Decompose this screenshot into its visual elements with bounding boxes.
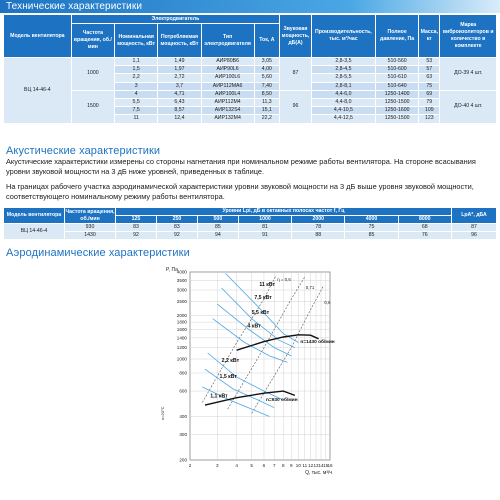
- th-electric-group: Электродвигатель: [71, 15, 279, 24]
- cell-pressure: 1250-1500: [375, 115, 418, 123]
- cell-pressure: 1250-1400: [375, 90, 418, 98]
- cell-consumed-power: 1,49: [158, 58, 201, 66]
- cell-consumed-power: 3,7: [158, 82, 201, 90]
- cell-capacity: 2,8-3,5: [311, 58, 375, 66]
- cell-nominal-power: 3: [115, 82, 158, 90]
- ac-cell-level: 75: [345, 224, 398, 232]
- cell-current: 3,05: [254, 58, 280, 66]
- cell-pressure: 510-600: [375, 66, 418, 74]
- th-speed: Частота вращения, об./мин: [71, 24, 114, 58]
- aero-section-title: Аэродинамические характеристики: [6, 247, 190, 259]
- efficiency-label: 0,71: [305, 284, 315, 290]
- cell-mass: 63: [419, 74, 440, 82]
- cell-nominal-power: 5,5: [115, 98, 158, 106]
- power-label: 2,2 кВт: [221, 358, 240, 365]
- y-tick-label: 200: [179, 457, 187, 463]
- efficiency-label: η = 0,6: [277, 277, 291, 283]
- cell-nominal-power: 7,5: [115, 107, 158, 115]
- cell-speed: 1000: [71, 58, 114, 91]
- acoustic-para-2: На границах рабочего участка аэродинамической характеристики уровни звуковой мощности на 3 дБ выше уровня звуковой мощности, соответствующего номинальному режиму работы вентилятора.: [6, 182, 474, 201]
- cell-consumed-power: 6,43: [158, 98, 201, 106]
- cell-consumed-power: 12,4: [158, 115, 201, 123]
- cell-current: 5,60: [254, 74, 280, 82]
- cell-motor-type: АИР90L6: [201, 66, 254, 74]
- cell-motor-type: АИР132М4: [201, 115, 254, 123]
- x-tick-label: 8: [282, 463, 285, 468]
- ac-cell-level: 76: [398, 232, 451, 240]
- th-nominal-power: Номинальная мощность, кВт: [115, 24, 158, 58]
- cell-sound: 96: [280, 90, 312, 123]
- y2-axis-label: n=20°C: [160, 406, 165, 420]
- cell-current: 4,00: [254, 66, 280, 74]
- tech-section-title: Технические характеристики: [6, 1, 143, 12]
- ac-cell-speed: 930: [65, 224, 116, 232]
- ac-th-freq: 500: [197, 216, 238, 224]
- cell-mass: 53: [419, 58, 440, 66]
- cell-motor-type: АИР80В6: [201, 58, 254, 66]
- ac-cell-level: 83: [116, 224, 157, 232]
- acoustic-para-1: Акустические характеристики измерены со стороны нагнетания при номинальном режиме работы вентилятора. На стороне всасывания уровни звуковой мощности на 3 дБ ниже уровней, приведенных в таблице.: [6, 157, 476, 176]
- ac-cell-level: 85: [197, 224, 238, 232]
- cell-mass: 79: [419, 98, 440, 106]
- cell-pressure: 510-560: [375, 58, 418, 66]
- speed-curve-label: n=930 об/мин: [265, 398, 298, 404]
- cell-mass: 69: [419, 90, 440, 98]
- x-tick-label: 13: [313, 463, 319, 468]
- cell-model: ВЦ 14-46-4: [4, 58, 72, 124]
- x-tick-label: 15: [323, 463, 329, 468]
- cell-mass: 57: [419, 66, 440, 74]
- power-label: 5,5 кВт: [251, 309, 270, 316]
- ac-th-freq: 8000: [398, 216, 451, 224]
- x-tick-label: 11: [302, 463, 308, 468]
- ac-row: [4, 232, 497, 240]
- y-tick-label: 2000: [176, 313, 187, 319]
- y-tick-label: 1800: [176, 319, 187, 325]
- cell-motor-type: АИР112М4: [201, 98, 254, 106]
- cell-motor-type: АИР112МА6: [201, 82, 254, 90]
- ac-th-freq: 1000: [238, 216, 291, 224]
- ac-cell-level: 92: [156, 232, 197, 240]
- cell-nominal-power: 2,2: [115, 74, 158, 82]
- x-tick-label: 3: [216, 463, 219, 468]
- x-tick-label: 7: [273, 463, 276, 468]
- power-label: 1,5 кВт: [219, 373, 237, 380]
- ac-th-freq: 125: [116, 216, 157, 224]
- cell-sound: 87: [280, 58, 312, 91]
- cell-capacity: 2,8-4,5: [311, 66, 375, 74]
- y-tick-label: 1600: [176, 327, 187, 333]
- cell-current: 15,1: [254, 107, 280, 115]
- y-tick-label: 1200: [176, 345, 187, 351]
- cell-pressure: 1250-1500: [375, 98, 418, 106]
- y-tick-label: 300: [179, 432, 187, 438]
- cell-capacity: 4,4-12,5: [311, 115, 375, 123]
- cell-current: 7,40: [254, 82, 280, 90]
- x-tick-label: 6: [262, 463, 266, 468]
- acoustic-table: [3, 207, 497, 240]
- ac-cell-level: 91: [238, 232, 291, 240]
- ac-cell-level: 81: [238, 224, 291, 232]
- y-axis-label: P, Па: [166, 267, 178, 273]
- th-motor-type: Тип электродвигателя: [201, 24, 254, 58]
- x-tick-label: 4: [235, 463, 238, 468]
- cell-consumed-power: 2,72: [158, 74, 201, 82]
- cell-pressure: 1250-1600: [375, 107, 418, 115]
- ac-cell-level: 85: [345, 232, 398, 240]
- tech-row: [4, 90, 497, 98]
- cell-pressure: 510-610: [375, 74, 418, 82]
- tech-table: [3, 14, 497, 124]
- cell-capacity: 2,8-8,1: [311, 82, 375, 90]
- ac-th-freq: 250: [156, 216, 197, 224]
- cell-speed: 1500: [71, 90, 114, 123]
- cell-isolator: ДО-39 4 шт.: [440, 58, 497, 91]
- ac-cell-lpa: 96: [452, 232, 497, 240]
- y-tick-label: 3500: [176, 277, 187, 283]
- x-tick-label: 5: [250, 463, 253, 468]
- cell-mass: 123: [419, 115, 440, 123]
- ac-th-lpa: LpA*, дБА: [452, 208, 497, 224]
- ac-cell-speed: 1430: [65, 232, 116, 240]
- y-tick-label: 4000: [176, 269, 187, 275]
- ac-th-freq: 4000: [345, 216, 398, 224]
- y-tick-label: 800: [179, 370, 187, 376]
- y-tick-label: 600: [179, 388, 187, 394]
- power-label: 11 кВт: [259, 282, 276, 289]
- cell-capacity: 4,4-10,5: [311, 107, 375, 115]
- th-mass: Масса, кг: [419, 15, 440, 58]
- ac-cell-level: 68: [398, 224, 451, 232]
- cell-capacity: 2,8-5,5: [311, 74, 375, 82]
- ac-cell-level: 94: [197, 232, 238, 240]
- ac-cell-model: ВЦ 14-46-4: [4, 224, 65, 240]
- cell-capacity: 4,4-6,0: [311, 90, 375, 98]
- ac-th-levels: Уровни Lpi, дБ в октавных полосах частот f, Гц: [116, 208, 452, 216]
- cell-nominal-power: 4: [115, 90, 158, 98]
- cell-current: 22,2: [254, 115, 280, 123]
- ac-th-speed: Частота вращения, об./мин: [65, 208, 115, 222]
- th-model: Модель вентилятора: [4, 15, 72, 58]
- ac-cell-level: 88: [292, 232, 345, 240]
- cell-nominal-power: 1,1: [115, 58, 158, 66]
- x-tick-label: 16: [327, 463, 333, 468]
- ac-cell-level: 92: [116, 232, 157, 240]
- cell-isolator: ДО-40 4 шт.: [440, 90, 497, 123]
- ac-row: [4, 224, 497, 232]
- ac-th-model: Модель вентилятора: [4, 208, 65, 224]
- ac-th-freq: 2000: [292, 216, 345, 224]
- th-consumed-power: Потребляемая мощность, кВт: [158, 24, 201, 58]
- cell-mass: 75: [419, 82, 440, 90]
- ac-cell-level: 78: [292, 224, 345, 232]
- aero-chart: [0, 260, 500, 500]
- th-capacity: Производительность, тыс. м³/час: [311, 15, 375, 58]
- cell-mass: 109: [419, 107, 440, 115]
- cell-capacity: 4,4-8,0: [311, 98, 375, 106]
- y-tick-label: 2500: [176, 299, 187, 305]
- cell-current: 11,3: [254, 98, 280, 106]
- power-label: 1,1 кВт: [210, 393, 228, 400]
- cell-consumed-power: 1,97: [158, 66, 201, 74]
- cell-motor-type: АИР100L6: [201, 74, 254, 82]
- cell-motor-type: АИР100L4: [201, 90, 254, 98]
- ac-cell-level: 83: [156, 224, 197, 232]
- th-current: Ток, А: [254, 24, 280, 58]
- y-tick-label: 3000: [176, 287, 187, 293]
- acoustic-section-title: Акустические характеристики: [6, 145, 161, 157]
- efficiency-label: 0,6: [324, 300, 331, 306]
- th-pressure: Полное давление, Па: [375, 15, 418, 58]
- y-tick-label: 400: [179, 414, 187, 420]
- x-tick-label: 2: [188, 463, 192, 468]
- x-axis-label: Q, тыс. м³/ч: [305, 470, 332, 476]
- cell-nominal-power: 1,5: [115, 66, 158, 74]
- cell-consumed-power: 8,57: [158, 107, 201, 115]
- y-tick-label: 1400: [176, 335, 187, 341]
- cell-consumed-power: 4,71: [158, 90, 201, 98]
- th-isolator: Марка виброизоляторов и количество в комплекте: [440, 15, 497, 58]
- power-label: 7,5 кВт: [254, 295, 272, 302]
- x-tick-label: 14: [318, 463, 324, 468]
- speed-curve-label: n=1430 об/мин: [300, 339, 335, 345]
- x-tick-label: 10: [295, 463, 301, 468]
- cell-motor-type: АИР132S4: [201, 107, 254, 115]
- cell-nominal-power: 11: [115, 115, 158, 123]
- x-tick-label: 12: [308, 463, 314, 468]
- cell-pressure: 510-640: [375, 82, 418, 90]
- x-tick-label: 9: [289, 463, 293, 468]
- cell-current: 8,50: [254, 90, 280, 98]
- tech-row: [4, 58, 497, 66]
- y-tick-label: 1000: [176, 356, 187, 362]
- ac-cell-lpa: 87: [452, 224, 497, 232]
- power-label: 4 кВт: [247, 323, 261, 330]
- th-sound: Звуковая мощность, дБ(А): [280, 15, 312, 58]
